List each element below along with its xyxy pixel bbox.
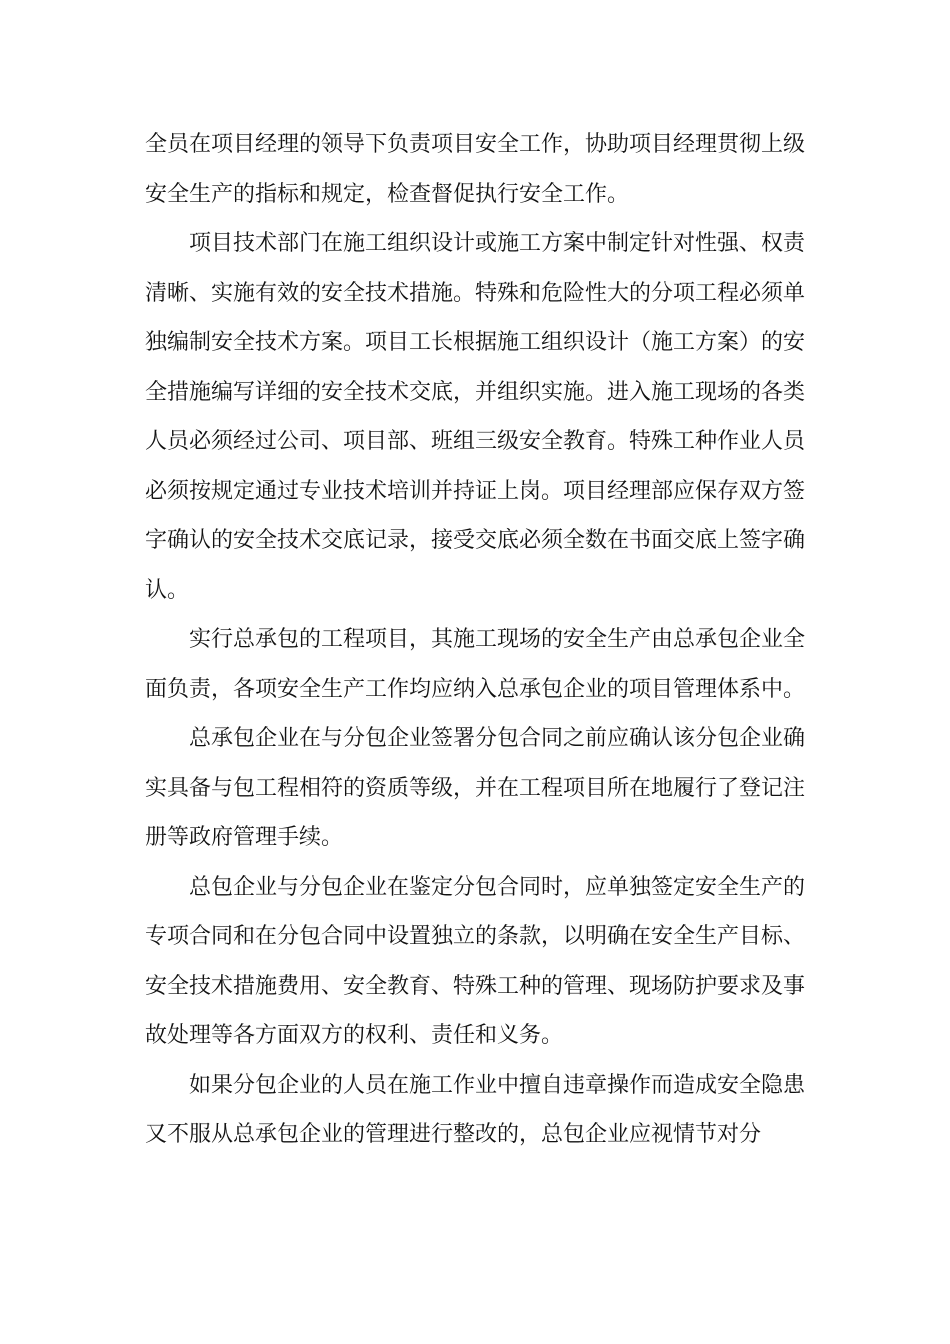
- paragraph-subcontract-qualification: 总承包企业在与分包企业签署分包合同之前应确认该分包企业确实具备与包工程相符的资质等级，并在工程项目所在地履行了登记注册等政府管理手续。: [145, 726, 806, 850]
- document-body: [145, 120, 805, 1160]
- paragraph-general-contracting: 实行总承包的工程项目，其施工现场的安全生产由总承包企业全面负责，各项安全生产工作均应纳入总承包企业的项目管理体系中。: [145, 627, 806, 702]
- paragraph-violation-handling: 如果分包企业的人员在施工作业中擅自违章操作而造成安全隐患又不服从总承包企业的管理进行整改的，总包企业应视情节对分: [145, 1072, 806, 1147]
- paragraph-subcontract-agreement: 总包企业与分包企业在鉴定分包合同时，应单独签定安全生产的专项合同和在分包合同中设置独立的条款，以明确在安全生产目标、安全技术措施费用、安全教育、特殊工种的管理、现场防护要求及事故处理等各方面双方的权利、责任和义务。: [145, 874, 806, 1048]
- paragraph-continuation: 全员在项目经理的领导下负责项目安全工作，协助项目经理贯彻上级安全生产的指标和规定，检查督促执行安全工作。: [145, 132, 806, 207]
- paragraph-technical-department: 项目技术部门在施工组织设计或施工方案中制定针对性强、权责清晰、实施有效的安全技术措施。特殊和危险性大的分项工程必须单独编制安全技术方案。项目工长根据施工组织设计（施工方案）的安全措施编写详细的安全技术交底，并组织实施。进入施工现场的各类人员必须经过公司、项目部、班组三级安全教育。特殊工种作业人员必须按规定通过专业技术培训并持证上岗。项目经理部应保存双方签字确认的安全技术交底记录，接受交底必须全数在书面交底上签字确认。: [145, 231, 806, 603]
